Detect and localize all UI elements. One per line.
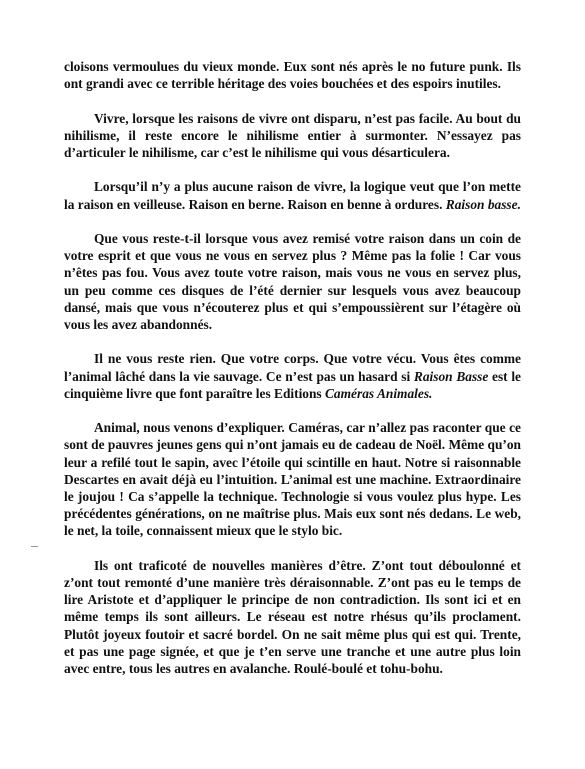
paragraph-7-text: Ils ont traficoté de nouvelles manières d’être. Z’ont tout déboulonné et z’ont tout remonté d’une manière très déraisonnable. Z’ont pas eu le temps de lire Aristote et d’appliquer le principe de non contradiction. Ils sont ici et en même temps ils sont ailleurs. Le réseau est notre rhésus qu’ils proclament. Plutôt joyeux foutoir et sacré bordel. On ne sait même plus qui est qui. Trente, et pas une page signée, et que je t’en serve une tranche et une autre plus loin avec entre, tous les autres en avalanche. Roulé-boulé et tohu-bohu. [64, 557, 521, 677]
paragraph-3-text: Lorsqu’il n’y a plus aucune raison de vivre, la logique veut que l’on mette la raison en veilleuse. Raison en berne. Raison en benne à ordures. [64, 179, 521, 212]
paragraph-5-italic-publisher: Caméras Animales. [325, 385, 433, 401]
paragraph-5-italic-book-title: Raison Basse [413, 368, 489, 384]
paragraph-5-text-a: Il ne vous reste rien. Que votre corps. Que votre vécu. Vous êtes comme l’animal lâché dans la vie sauvage. Ce n’est pas un hasard si [64, 351, 521, 384]
paragraph-1 [64, 58, 521, 92]
paragraph-4 [64, 230, 521, 333]
paragraph-6-text: Animal, nous venons d’expliquer. Caméras, car n’allez pas raconter que ce sont de pauvres jeunes gens qui n’ont jamais eu de cadeau de Noël. Même qu’on leur a refilé tout le sapin, avec l’étoile qui scintille en haut. Notre si raisonnable Descartes en avait déjà eu l’intuition. L’animal est une machine. Extraordinaire le joujou ! Ca s’appelle la technique. Technologie si vous voulez plus hype. Les précédentes générations, on ne maîtrise plus. Mais eux sont nés dedans. Le web, le net, la toile, connaissent mieux que le stylo bic. [64, 420, 521, 539]
paragraph-5 [64, 350, 521, 402]
paragraph-2 [64, 110, 521, 162]
paragraph-7 [64, 557, 521, 677]
paragraph-3-italic-title: Raison basse. [445, 196, 521, 212]
paragraph-6 [64, 419, 521, 539]
margin-scan-mark [31, 546, 38, 547]
paragraph-3 [64, 178, 521, 212]
paragraph-2-text: Vivre, lorsque les raisons de vivre ont disparu, n’est pas facile. Au bout du nihilisme, il reste encore le nihilisme entier à surmonter. N’essayez pas d’articuler le nihilisme, car c’est le nihilisme qui vous désarticulera. [64, 110, 521, 160]
paragraph-5-text-b: est le cinquième livre que font paraître les Editions [64, 368, 522, 401]
paragraph-4-text: Que vous reste-t-il lorsque vous avez remisé votre raison dans un coin de votre esprit et que vous ne vous en servez plus ? Même pas la folie ! Car vous n’êtes pas fou. Vous avez toute votre raison, mais vous ne vous en servez plus, un peu comme ces disques de l’été dernier sur lesquels vous avez beaucoup dansé, mais que vous n’écouterez plus et qui s’empoussièrent sur l’étagère où vous les avez abandonnés. [64, 230, 521, 332]
paragraph-1-text: cloisons vermoulues du vieux monde. Eux sont nés après le no future punk. Ils ont grandi avec ce terrible héritage des voies bouchées et des espoirs inutiles. [64, 59, 521, 92]
